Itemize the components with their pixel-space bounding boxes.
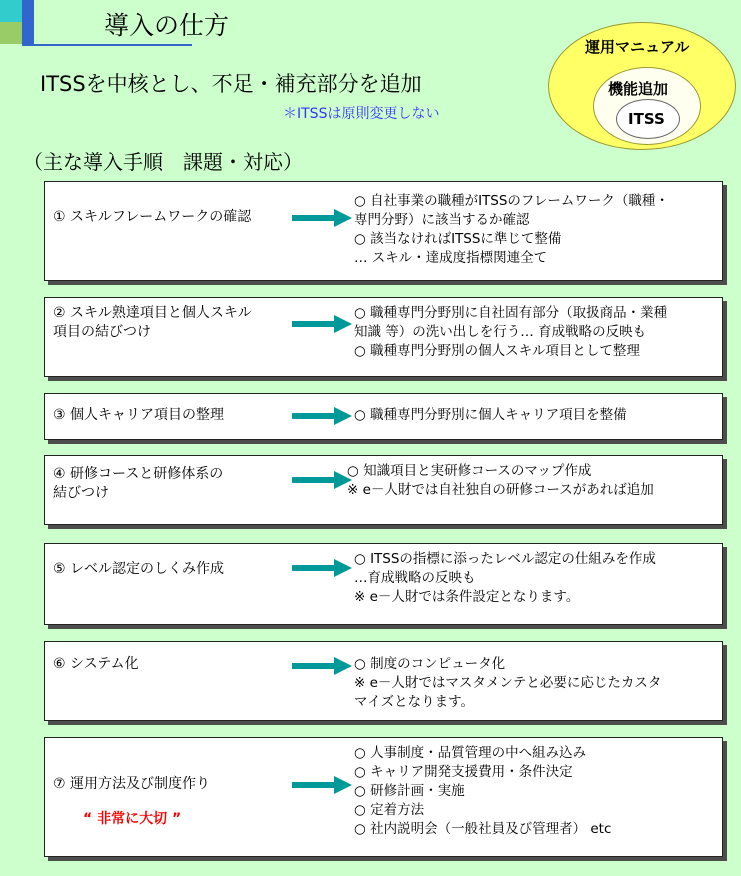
- arrow-icon: [292, 406, 352, 426]
- venn-outer-label: 運用マニュアル: [585, 38, 690, 56]
- page-title: 導入の仕方: [104, 11, 230, 40]
- step-label: ⑤ レベル認定のしくみ作成: [53, 561, 225, 577]
- note-text: ＊ITSSは原則変更しない: [283, 106, 440, 122]
- step-label: ① スキルフレームワークの確認: [53, 209, 252, 225]
- arrow-icon: [292, 656, 352, 676]
- step-box-1: [44, 181, 723, 281]
- arrow-icon: [292, 558, 352, 578]
- step-details: ○ 職種専門分野別に個人キャリア項目を整備: [354, 407, 627, 423]
- step-box-5: [44, 543, 723, 625]
- step-label: ③ 個人キャリア項目の整理: [53, 407, 225, 423]
- arrow-icon: [292, 314, 352, 334]
- venn-middle-label: 機能追加: [608, 80, 669, 98]
- arrow-icon: [292, 208, 352, 228]
- step-details: ○ 自社事業の職種がITSSのフレームワーク（職種・ 専門分野）に該当するか確認 ○ 該当なければITSSに準じて整備 … スキル・達成度指標関連全て: [354, 193, 669, 266]
- step-details: ○ ITSSの指標に添ったレベル認定の仕組みを作成 …育成戦略の反映も ※ e－人財では条件設定となります。: [354, 551, 656, 605]
- arrow-icon: [292, 775, 352, 795]
- step-box-3: [44, 393, 723, 440]
- emphasis-text: “ 非常に大切 ”: [83, 811, 182, 827]
- step-box-4: [44, 455, 723, 525]
- step-box-6: [44, 641, 723, 721]
- step-details: ○ 職種専門分野別に自社固有部分（取扱商品・業種 知識 等）の洗い出しを行う… 育成戦略の反映も ○ 職種専門分野別の個人スキル項目として整理: [354, 305, 668, 359]
- section-heading: （主な導入手順 課題・対応）: [23, 150, 303, 174]
- step-label: ② スキル熟達項目と個人スキル 項目の結びつけ: [53, 305, 252, 340]
- step-label: ⑥ システム化: [53, 656, 139, 672]
- title-underline: [22, 44, 192, 46]
- step-box-7: [44, 737, 723, 857]
- venn-inner-label: ITSS: [628, 110, 665, 128]
- step-box-2: [44, 297, 723, 377]
- step-details: ○ 知識項目と実研修コースのマップ作成 ※ e－人財では自社独自の研修コースがあれば追加: [347, 463, 654, 498]
- title-corner-decoration: [0, 0, 48, 50]
- step-details: ○ 人事制度・品質管理の中へ組み込み ○ キャリア開発支援費用・条件決定 ○ 研修計画・実施 ○ 定着方法 ○ 社内説明会（一般社員及び管理者） etc: [354, 745, 612, 837]
- arrow-icon: [292, 470, 352, 490]
- page-subtitle: ITSSを中核とし、不足・補充部分を追加: [40, 72, 422, 96]
- step-label: ⑦ 運用方法及び制度作り: [53, 776, 211, 792]
- step-label: ④ 研修コースと研修体系の 結びつけ: [53, 466, 224, 501]
- step-details: ○ 制度のコンピュータ化 ※ e－人財ではマスタメンテと必要に応じたカスタ マイズとなります。: [354, 656, 662, 710]
